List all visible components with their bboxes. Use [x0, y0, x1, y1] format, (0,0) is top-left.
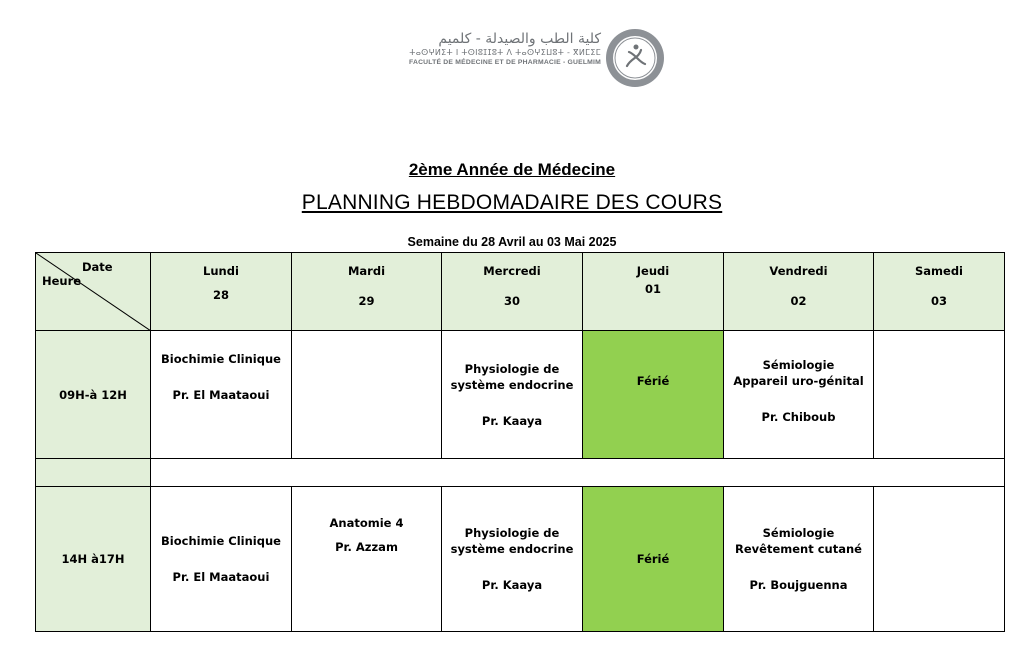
break-spacer	[36, 459, 151, 487]
course-cell	[151, 487, 292, 632]
day-header	[583, 253, 724, 331]
day-number: 02	[790, 294, 807, 308]
header-row	[36, 253, 1005, 331]
course-cell	[292, 487, 442, 632]
faculty-name-block	[409, 30, 601, 68]
schedule-table	[35, 252, 1005, 632]
day-number: 30	[503, 294, 520, 308]
faculty-seal-logo	[605, 28, 665, 88]
corner-date-label: Date	[82, 260, 113, 274]
day-name: Mercredi	[483, 264, 541, 278]
course-cell	[151, 331, 292, 459]
time-slot-label: 14H à17H	[36, 487, 151, 632]
course-professor: Pr. Kaaya	[481, 413, 543, 428]
day-name: Vendredi	[769, 264, 828, 278]
holiday-label: Férié	[636, 552, 670, 566]
course-title: Sémiologie	[762, 526, 835, 540]
corner-cell	[36, 253, 151, 331]
day-header	[292, 253, 442, 331]
day-header	[724, 253, 874, 331]
course-cell	[442, 331, 583, 459]
corner-heure-label: Heure	[42, 274, 82, 288]
course-cell	[724, 331, 874, 459]
course-title: Biochimie Clinique	[161, 534, 281, 548]
course-title: Sémiologie	[762, 358, 835, 372]
faculty-header	[360, 24, 665, 88]
planning-title: PLANNING HEBDOMADAIRE DES COURS	[301, 191, 723, 214]
time-slot-label: 09H-à 12H	[36, 331, 151, 459]
afternoon-row	[36, 487, 1005, 632]
course-title: Anatomie 4	[329, 516, 404, 530]
day-name: Lundi	[203, 264, 239, 278]
holiday-cell	[583, 331, 724, 459]
break-row	[36, 459, 1005, 487]
course-professor: Pr. El Maataoui	[172, 570, 270, 584]
day-header	[151, 253, 292, 331]
break-spacer	[151, 459, 1005, 487]
day-number: 28	[212, 288, 229, 302]
day-number: 29	[358, 294, 375, 308]
day-name: Mardi	[347, 264, 386, 278]
day-number: 01	[644, 282, 661, 296]
empty-cell	[874, 331, 1005, 459]
course-title-line2: système endocrine	[450, 542, 574, 556]
course-professor: Pr. Kaaya	[481, 578, 543, 592]
year-title: 2ème Année de Médecine	[408, 160, 616, 179]
holiday-cell	[583, 487, 724, 632]
faculty-name-french: FACULTÉ DE MÉDECINE ET DE PHARMACIE - GUELMIM	[408, 59, 601, 66]
course-title-line2: Appareil uro-génital	[733, 374, 864, 388]
course-professor: Pr. Chiboub	[761, 410, 836, 424]
day-header	[442, 253, 583, 331]
course-title: Physiologie de	[464, 361, 560, 376]
course-title: Physiologie de	[464, 526, 560, 540]
empty-cell	[292, 331, 442, 459]
empty-cell	[874, 487, 1005, 632]
course-title-line2: système endocrine	[450, 377, 574, 392]
day-header	[874, 253, 1005, 331]
week-range: Semaine du 28 Avril au 03 Mai 2025	[407, 235, 617, 249]
faculty-name-arabic: كلية الطب والصيدلة - كلميم	[438, 31, 601, 47]
course-cell	[724, 487, 874, 632]
course-cell	[442, 487, 583, 632]
day-number: 03	[930, 294, 947, 308]
holiday-label: Férié	[636, 374, 670, 388]
morning-row	[36, 331, 1005, 459]
day-name: Samedi	[915, 264, 963, 278]
course-title: Biochimie Clinique	[161, 352, 281, 366]
day-name: Jeudi	[636, 264, 670, 278]
course-title-line2: Revêtement cutané	[735, 542, 862, 556]
course-professor: Pr. El Maataoui	[172, 388, 270, 402]
course-professor: Pr. Boujguenna	[749, 578, 848, 592]
faculty-name-tifinagh: ⵜⴰⵙⵖⵍⵉⵜ ⵏ ⵜⵙⵏⵓⵊⵊⵓⵜ ⴷ ⵜⴰⵙⵖⵉⵡⵓⵜ - ⴳⵍⵎⵉⵎ	[409, 48, 601, 57]
course-professor: Pr. Azzam	[335, 540, 398, 554]
